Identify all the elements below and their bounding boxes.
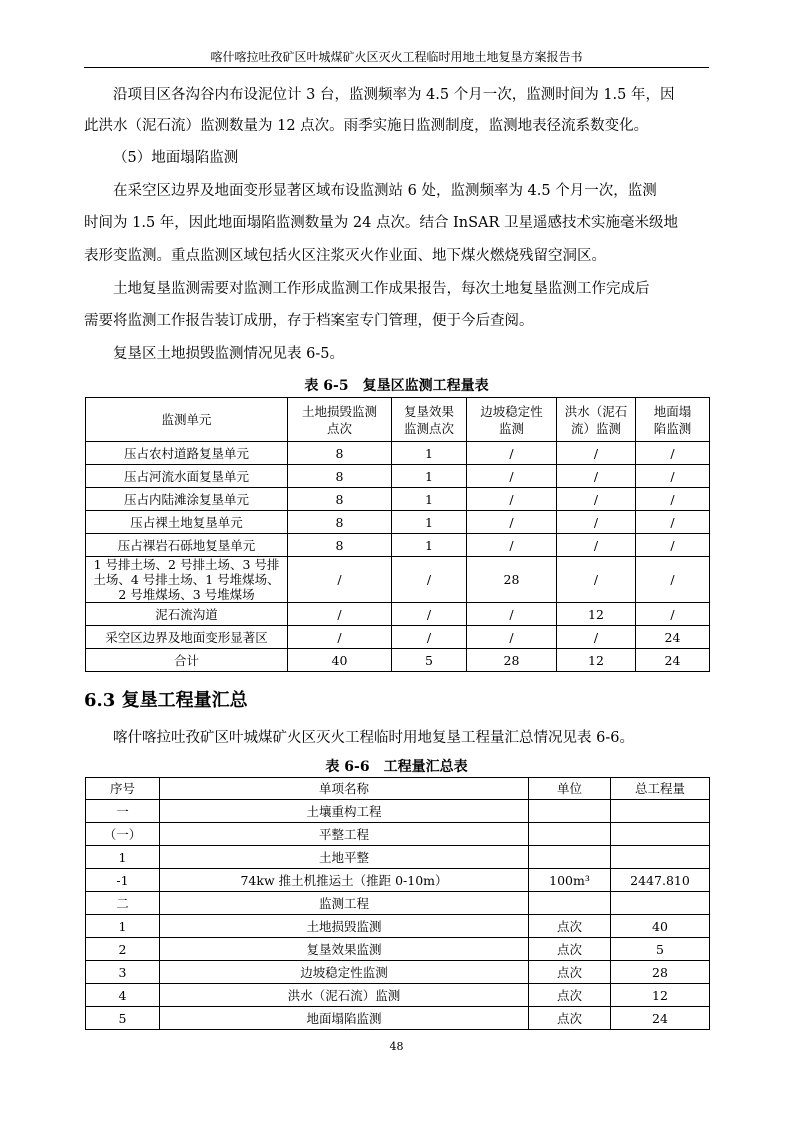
header-rule bbox=[84, 67, 709, 68]
table-cell: 平整工程 bbox=[160, 823, 529, 846]
header-cell bbox=[86, 398, 288, 442]
table-row bbox=[86, 800, 710, 823]
value-cell: 1 bbox=[392, 442, 467, 465]
table-row bbox=[86, 846, 710, 869]
table-cell: 土壤重构工程 bbox=[160, 800, 529, 823]
unit-cell bbox=[86, 603, 288, 626]
table-6-5 bbox=[85, 397, 710, 672]
value-cell: 12 bbox=[557, 603, 636, 626]
table-cell: 点次 bbox=[529, 938, 611, 961]
subheading-ground-subsidence: （5）地面塌陷监测 bbox=[113, 150, 239, 166]
value-cell: / bbox=[392, 626, 467, 649]
value-cell: 8 bbox=[288, 488, 392, 511]
header-cell-line: 监测 bbox=[498, 420, 524, 436]
table-cell: 5 bbox=[86, 1007, 160, 1030]
table-cell: 2 bbox=[86, 938, 160, 961]
header-cell bbox=[636, 398, 710, 442]
header-cell-line: 陷监测 bbox=[653, 420, 692, 436]
paragraph-line: 复垦区土地损毁监测情况见表 6-5。 bbox=[113, 346, 344, 362]
header-cell-line: 点次 bbox=[326, 420, 352, 436]
value-cell: / bbox=[467, 465, 557, 488]
value-cell: / bbox=[557, 534, 636, 557]
table-cell: 点次 bbox=[529, 961, 611, 984]
table-row bbox=[86, 869, 710, 892]
table-cell: 点次 bbox=[529, 984, 611, 1007]
value-cell: 8 bbox=[288, 442, 392, 465]
table-cell: 2447.810 bbox=[611, 869, 710, 892]
header-cell bbox=[392, 398, 467, 442]
header-cell-line: 地面塌 bbox=[653, 403, 692, 419]
value-cell: 8 bbox=[288, 465, 392, 488]
table-cell: 地面塌陷监测 bbox=[160, 1007, 529, 1030]
table-row bbox=[86, 1007, 710, 1030]
header-cell-line: 流）监测 bbox=[570, 420, 621, 436]
table-row bbox=[86, 915, 710, 938]
value-cell: / bbox=[636, 557, 710, 603]
table-cell bbox=[529, 800, 611, 823]
value-cell: / bbox=[557, 488, 636, 511]
paragraph-line: 沿项目区各沟谷内布设泥位计 3 台，监测频率为 4.5 个月一次，监测时间为 1.5 年，因 bbox=[113, 87, 675, 103]
table-cell bbox=[529, 892, 611, 915]
table-row bbox=[86, 511, 710, 534]
unit-cell-line: 采空区边界及地面变形显著区 bbox=[105, 629, 268, 645]
unit-cell-line: 1 号排土场、2 号排土场、3 号排 bbox=[93, 557, 280, 572]
unit-cell-line: 土场、4 号排土场、1 号堆煤场、 bbox=[93, 572, 280, 587]
paragraph-line: 土地复垦监测需要对监测工作形成监测工作成果报告，每次土地复垦监测工作完成后 bbox=[113, 281, 650, 297]
unit-cell bbox=[86, 511, 288, 534]
table-cell: -1 bbox=[86, 869, 160, 892]
value-cell: / bbox=[467, 488, 557, 511]
value-cell: 1 bbox=[392, 465, 467, 488]
unit-cell bbox=[86, 465, 288, 488]
value-cell: / bbox=[636, 603, 710, 626]
value-cell: 28 bbox=[467, 557, 557, 603]
table-cell: 二 bbox=[86, 892, 160, 915]
header-cell-line: 复垦效果 bbox=[403, 403, 454, 419]
value-cell: / bbox=[557, 626, 636, 649]
table-cell bbox=[611, 800, 710, 823]
table-cell: 4 bbox=[86, 984, 160, 1007]
value-cell: / bbox=[557, 511, 636, 534]
paragraph-line: 此洪水（泥石流）监测数量为 12 点次。雨季实施日监测制度，监测地表径流系数变化。 bbox=[84, 118, 649, 134]
unit-cell-line: 泥石流沟道 bbox=[155, 606, 218, 622]
section-title: 6.3 复垦工程量汇总 bbox=[84, 690, 248, 711]
table-cell bbox=[611, 823, 710, 846]
header-cell bbox=[288, 398, 392, 442]
value-cell: / bbox=[636, 534, 710, 557]
value-cell: / bbox=[636, 488, 710, 511]
table-cell: 24 bbox=[611, 1007, 710, 1030]
value-cell: / bbox=[636, 442, 710, 465]
unit-cell bbox=[86, 649, 288, 672]
unit-cell bbox=[86, 488, 288, 511]
table-cell: 100m³ bbox=[529, 869, 611, 892]
header-cell: 单项名称 bbox=[160, 778, 529, 800]
table-cell bbox=[529, 823, 611, 846]
header-cell: 单位 bbox=[529, 778, 611, 800]
table-cell: 一 bbox=[86, 800, 160, 823]
header-cell-line: 洪水（泥石 bbox=[564, 403, 628, 419]
unit-cell bbox=[86, 442, 288, 465]
value-cell: 1 bbox=[392, 488, 467, 511]
header-cell: 总工程量 bbox=[611, 778, 710, 800]
table-header-row bbox=[86, 398, 710, 442]
table-row bbox=[86, 984, 710, 1007]
unit-cell bbox=[86, 557, 288, 603]
value-cell: / bbox=[467, 603, 557, 626]
header-cell-line: 边坡稳定性 bbox=[480, 403, 543, 419]
value-cell: / bbox=[288, 626, 392, 649]
paragraph-line: 时间为 1.5 年，因此地面塌陷监测数量为 24 点次。结合 InSAR 卫星遥感技术实施毫米级地 bbox=[84, 215, 679, 231]
table-cell: 12 bbox=[611, 984, 710, 1007]
value-cell: 24 bbox=[636, 649, 710, 672]
value-cell: / bbox=[557, 465, 636, 488]
value-cell: / bbox=[636, 511, 710, 534]
table-row bbox=[86, 961, 710, 984]
table-cell: 3 bbox=[86, 961, 160, 984]
table-row bbox=[86, 823, 710, 846]
value-cell: / bbox=[467, 442, 557, 465]
table-row bbox=[86, 603, 710, 626]
table-cell bbox=[529, 846, 611, 869]
value-cell: 40 bbox=[288, 649, 392, 672]
unit-cell-line: 压占裸岩石砾地复垦单元 bbox=[117, 537, 256, 553]
table-row bbox=[86, 534, 710, 557]
table-cell: 复垦效果监测 bbox=[160, 938, 529, 961]
value-cell: 5 bbox=[392, 649, 467, 672]
value-cell: / bbox=[392, 603, 467, 626]
value-cell: 1 bbox=[392, 511, 467, 534]
table-cell: （一） bbox=[86, 823, 160, 846]
value-cell: / bbox=[467, 534, 557, 557]
unit-cell-line: 压占内陆滩涂复垦单元 bbox=[123, 491, 249, 507]
table-row bbox=[86, 488, 710, 511]
table-cell: 土地损毁监测 bbox=[160, 915, 529, 938]
table-cell: 点次 bbox=[529, 915, 611, 938]
value-cell: 1 bbox=[392, 534, 467, 557]
table-cell: 40 bbox=[611, 915, 710, 938]
table-6-5-caption: 表 6-5 复垦区监测工程量表 bbox=[304, 378, 489, 394]
unit-cell-line: 2 号堆煤场、3 号堆煤场 bbox=[118, 587, 255, 602]
table-row bbox=[86, 557, 710, 603]
table-cell: 洪水（泥石流）监测 bbox=[160, 984, 529, 1007]
paragraph-line: 喀什喀拉吐孜矿区叶城煤矿火区灭火工程临时用地复垦工程量汇总情况见表 6-6。 bbox=[113, 730, 634, 746]
header-cell-line: 土地损毁监测 bbox=[301, 403, 377, 419]
table-header-row bbox=[86, 778, 710, 800]
table-row bbox=[86, 938, 710, 961]
value-cell: 12 bbox=[557, 649, 636, 672]
paragraph-line: 需要将监测工作报告装订成册，存于档案室专门管理，便于今后查阅。 bbox=[84, 313, 534, 329]
value-cell: / bbox=[467, 626, 557, 649]
page-number: 48 bbox=[389, 1040, 404, 1053]
table-cell bbox=[611, 892, 710, 915]
value-cell: 28 bbox=[467, 649, 557, 672]
table-cell: 监测工程 bbox=[160, 892, 529, 915]
value-cell: 8 bbox=[288, 534, 392, 557]
table-cell: 点次 bbox=[529, 1007, 611, 1030]
table-cell: 边坡稳定性监测 bbox=[160, 961, 529, 984]
table-row bbox=[86, 442, 710, 465]
value-cell: / bbox=[288, 603, 392, 626]
value-cell: / bbox=[288, 557, 392, 603]
table-cell: 土地平整 bbox=[160, 846, 529, 869]
value-cell: 8 bbox=[288, 511, 392, 534]
value-cell: / bbox=[467, 511, 557, 534]
table-6-6-caption: 表 6-6 工程量汇总表 bbox=[325, 759, 468, 775]
table-cell: 1 bbox=[86, 846, 160, 869]
header-cell bbox=[467, 398, 557, 442]
unit-cell bbox=[86, 534, 288, 557]
header-cell-line: 监测单元 bbox=[161, 412, 212, 427]
table-cell: 1 bbox=[86, 915, 160, 938]
value-cell: 24 bbox=[636, 626, 710, 649]
header-cell bbox=[557, 398, 636, 442]
table-row bbox=[86, 649, 710, 672]
paragraph-line: 在采空区边界及地面变形显著区域布设监测站 6 处，监测频率为 4.5 个月一次，监测 bbox=[113, 183, 657, 199]
table-row bbox=[86, 892, 710, 915]
header-cell: 序号 bbox=[86, 778, 160, 800]
table-row bbox=[86, 465, 710, 488]
value-cell: / bbox=[636, 465, 710, 488]
table-cell: 74kw 推土机推运土（推距 0-10m） bbox=[160, 869, 529, 892]
table-cell: 5 bbox=[611, 938, 710, 961]
header-cell-line: 监测点次 bbox=[403, 420, 454, 436]
table-cell bbox=[611, 846, 710, 869]
value-cell: / bbox=[392, 557, 467, 603]
unit-cell-line: 压占河流水面复垦单元 bbox=[123, 468, 249, 484]
unit-cell bbox=[86, 626, 288, 649]
value-cell: / bbox=[557, 442, 636, 465]
table-6-6 bbox=[85, 777, 710, 1030]
unit-cell-line: 合计 bbox=[173, 652, 199, 668]
paragraph-line: 表形变监测。重点监测区域包括火区注浆灭火作业面、地下煤火燃烧残留空洞区。 bbox=[84, 248, 606, 264]
unit-cell-line: 压占农村道路复垦单元 bbox=[123, 445, 249, 461]
table-row bbox=[86, 626, 710, 649]
page-header: 喀什喀拉吐孜矿区叶城煤矿火区灭火工程临时用地土地复垦方案报告书 bbox=[210, 50, 583, 64]
value-cell: / bbox=[557, 557, 636, 603]
table-cell: 28 bbox=[611, 961, 710, 984]
unit-cell-line: 压占裸土地复垦单元 bbox=[130, 514, 243, 530]
